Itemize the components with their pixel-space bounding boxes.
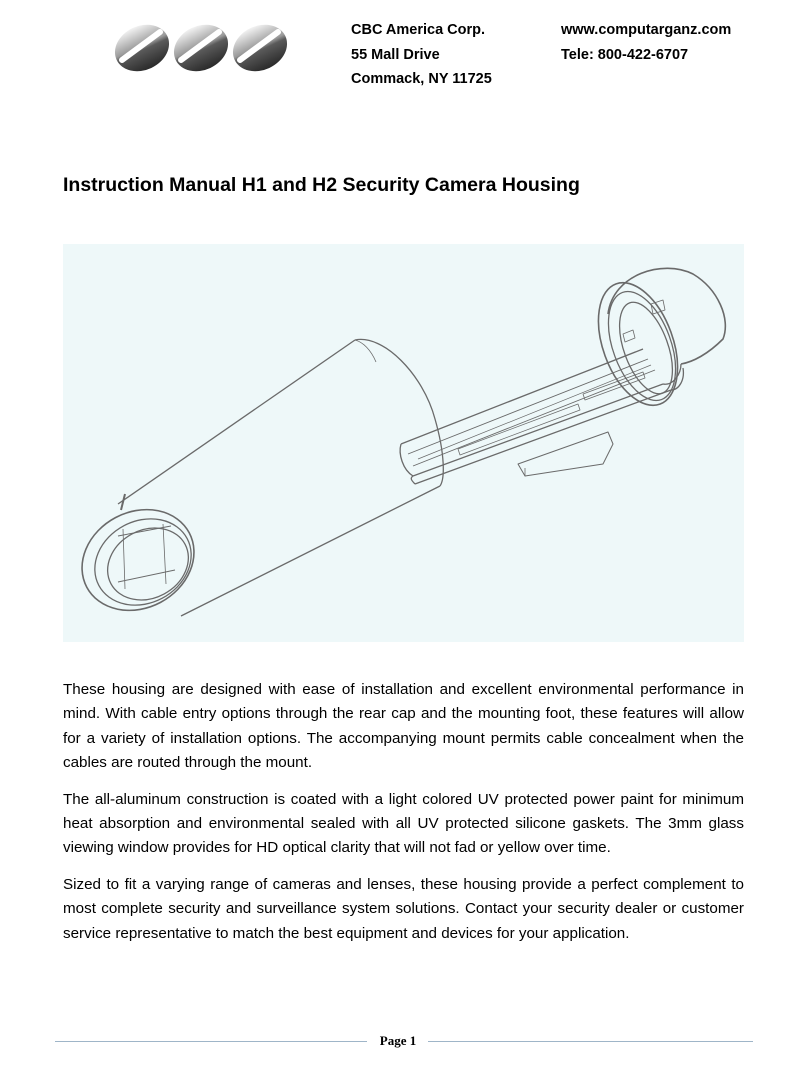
company-logo bbox=[112, 14, 290, 78]
street-address: 55 Mall Drive bbox=[351, 46, 440, 63]
footer-divider-right bbox=[428, 1041, 753, 1042]
paragraph-compatibility: Sized to fit a varying range of cameras and lenses, these housing provide a perfect complement to most complete security and surveillance system solutions. Contact your security dealer or customer service representative to match the best equipment and devices for your application. bbox=[63, 875, 744, 942]
company-address bbox=[351, 18, 492, 92]
city-address: Commack, NY 11725 bbox=[351, 71, 492, 87]
footer-divider-left bbox=[55, 1041, 367, 1042]
company-name: CBC America Corp. bbox=[351, 22, 486, 38]
page-title: Instruction Manual H1 and H2 Security Camera Housing bbox=[63, 174, 580, 196]
page-number: Page 1 bbox=[379, 1033, 417, 1048]
company-contact bbox=[561, 18, 731, 67]
description-body bbox=[63, 678, 744, 958]
phone-number: Tele: 800-422-6707 bbox=[561, 46, 689, 63]
website-link[interactable]: www.computarganz.com bbox=[561, 22, 732, 38]
camera-housing-illustration bbox=[63, 244, 744, 642]
paragraph-construction: The all-aluminum construction is coated with a light colored UV protected power paint for minimum heat absorption and environmental sealed with all UV protected silicone gaskets. The 3mm glass viewing window provides for HD optical clarity that will not fad or yellow over time. bbox=[63, 790, 744, 857]
paragraph-intro: These housing are designed with ease of installation and excellent environmental performance in mind. With cable entry options through the rear cap and the mounting foot, these features will allow for a variety of installation options. The accompanying mount permits cable concealment when the cables are routed through the mount. bbox=[63, 681, 744, 772]
